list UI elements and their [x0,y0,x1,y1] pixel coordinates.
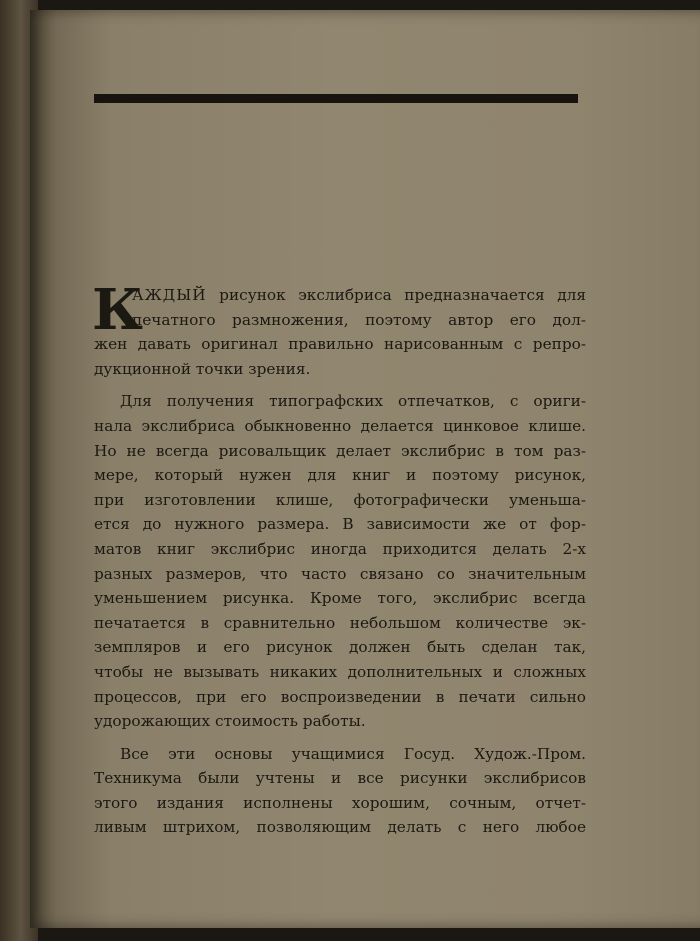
lead-word: АЖДЫЙ [132,286,207,304]
text-line: Но не всегда рисовальщик делает экслибрис в том раз- [94,441,586,460]
text-line: печатается в сравнительно небольшом количестве эк- [94,613,586,632]
text-line: земпляров и его рисунок должен быть сделан так, [94,638,586,657]
text-line: Все эти основы учащимися Госуд. Худож.-Пром. [120,744,586,763]
text-line: нала экслибриса обыкновенно делается цинковое клише. [94,416,586,435]
text-line: мере, который нужен для книг и поэтому рисунок, [94,466,586,485]
text-line: матов книг экслибрис иногда приходится делать 2-х [94,539,586,558]
text-line: дукционной точки зрения. [94,359,311,378]
text-line: печатного размножения, поэтому автор его дол- [132,310,586,329]
text-line: АЖДЫЙ рисунок экслибриса предназначается для [132,286,586,304]
text-line: ливым штрихом, позволяющим делать с него любое [94,818,586,837]
text-line: уменьшением рисунка. Кроме того, экслибрис всегда [94,589,586,608]
text-line: этого издания исполнены хорошим, сочным, отчет- [94,793,586,812]
text-line: Для получения типографских отпечатков, с ориги- [120,392,586,411]
header-rule [94,94,578,103]
text-line: процессов, при его воспроизведении в печати сильно [94,687,586,706]
drop-cap: К [92,277,143,343]
text-line: чтобы не вызывать никаких дополнительных и сложных [94,662,586,681]
text-line: удорожающих стоимость работы. [94,712,366,731]
text-line: при изготовлении клише, фотографически уменьша- [94,490,586,509]
text-line: жен давать оригинал правильно нарисованным с репро- [94,335,586,354]
text-line: Техникума были учтены и все рисунки экслибрисов [94,769,586,788]
text-line: разных размеров, что часто связано со значительным [94,564,586,583]
body-text [92,277,586,840]
text-line: ется до нужного размера. В зависимости же от фор- [94,515,586,534]
